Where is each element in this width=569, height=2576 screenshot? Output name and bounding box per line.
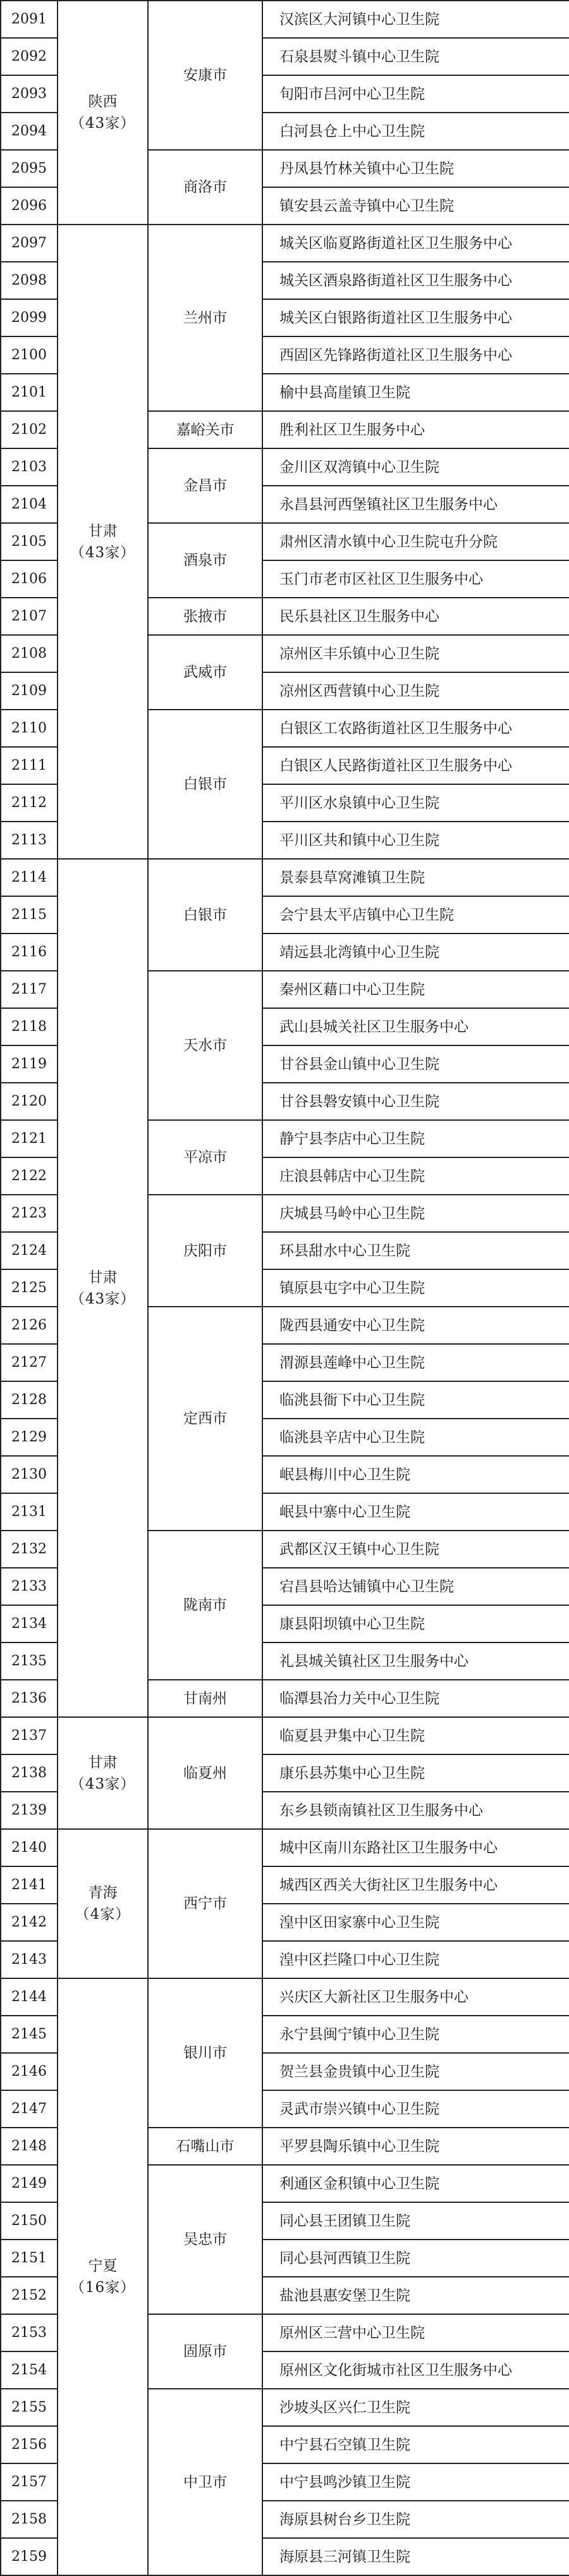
row-number: 2145 [1, 2016, 58, 2053]
institution-name: 秦州区藉口中心卫生院 [262, 971, 569, 1008]
row-number: 2122 [1, 1157, 58, 1195]
institution-name: 海原县树台乡卫生院 [262, 2501, 569, 2538]
institution-name: 甘谷县磐安镇中心卫生院 [262, 1083, 569, 1120]
city-cell: 定西市 [148, 1307, 262, 1531]
institution-name: 临潭县冶力关中心卫生院 [262, 1680, 569, 1717]
institution-name: 康乐县苏集中心卫生院 [262, 1754, 569, 1792]
institution-name: 岷县中寨中心卫生院 [262, 1493, 569, 1531]
province-count: （43家） [70, 115, 136, 132]
row-number: 2130 [1, 1456, 58, 1493]
province-count: （4家） [75, 1906, 131, 1923]
row-number: 2133 [1, 1568, 58, 1605]
institution-name: 白河县仓上中心卫生院 [262, 113, 569, 150]
row-number: 2116 [1, 934, 58, 971]
institution-name: 西固区先锋路街道社区卫生服务中心 [262, 336, 569, 374]
province-name: 陕西 [88, 94, 118, 110]
province-cell [58, 1717, 148, 1829]
row-number: 2115 [1, 896, 58, 934]
institution-name: 礼县城关镇社区卫生服务中心 [262, 1642, 569, 1680]
row-number: 2119 [1, 1045, 58, 1083]
institution-name: 环县甜水中心卫生院 [262, 1232, 569, 1269]
institution-name: 原州区文化街城市社区卫生服务中心 [262, 2351, 569, 2389]
province-cell [58, 1, 148, 225]
institution-name: 临洮县辛店中心卫生院 [262, 1419, 569, 1456]
province-name: 甘肃 [88, 1754, 118, 1771]
row-number: 2105 [1, 523, 58, 560]
province-count: （16家） [70, 2279, 136, 2296]
city-cell: 中卫市 [148, 2389, 262, 2575]
row-number: 2097 [1, 225, 58, 262]
row-number: 2136 [1, 1680, 58, 1717]
row-number: 2112 [1, 784, 58, 822]
row-number: 2142 [1, 1904, 58, 1941]
table-row [1, 1717, 569, 1754]
row-number: 2135 [1, 1642, 58, 1680]
institution-name: 白银区工农路街道社区卫生服务中心 [262, 710, 569, 747]
row-number: 2152 [1, 2277, 58, 2314]
institution-name: 玉门市老市区社区卫生服务中心 [262, 560, 569, 598]
city-cell: 白银市 [148, 859, 262, 971]
institution-name: 中宁县鸣沙镇卫生院 [262, 2463, 569, 2501]
institution-name: 原州区三营中心卫生院 [262, 2314, 569, 2351]
row-number: 2126 [1, 1307, 58, 1344]
row-number: 2108 [1, 635, 58, 672]
row-number: 2109 [1, 672, 58, 710]
row-number: 2149 [1, 2165, 58, 2202]
city-cell: 甘南州 [148, 1680, 262, 1717]
row-number: 2091 [1, 1, 58, 38]
row-number: 2093 [1, 75, 58, 113]
institution-name: 庆城县马岭中心卫生院 [262, 1195, 569, 1232]
province-cell [58, 225, 148, 859]
city-cell: 陇南市 [148, 1531, 262, 1680]
institution-name: 甘谷县金山镇中心卫生院 [262, 1045, 569, 1083]
province-name: 甘肃 [88, 1269, 118, 1286]
row-number: 2131 [1, 1493, 58, 1531]
row-number: 2125 [1, 1269, 58, 1307]
institution-name: 宕昌县哈达铺镇中心卫生院 [262, 1568, 569, 1605]
row-number: 2100 [1, 336, 58, 374]
city-cell: 嘉峪关市 [148, 411, 262, 448]
row-number: 2107 [1, 598, 58, 635]
row-number: 2138 [1, 1754, 58, 1792]
institution-name: 丹凤县竹林关镇中心卫生院 [262, 150, 569, 187]
institution-name: 康县阳坝镇中心卫生院 [262, 1605, 569, 1642]
row-number: 2101 [1, 374, 58, 411]
institution-name: 靖远县北湾镇中心卫生院 [262, 934, 569, 971]
institution-name: 城中区南川东路社区卫生服务中心 [262, 1829, 569, 1866]
row-number: 2117 [1, 971, 58, 1008]
table-row [1, 1829, 569, 1866]
institution-name: 同心县河西镇卫生院 [262, 2240, 569, 2277]
city-cell: 吴忠市 [148, 2165, 262, 2314]
table-row [1, 1, 569, 38]
row-number: 2124 [1, 1232, 58, 1269]
row-number: 2096 [1, 187, 58, 225]
institution-name: 城关区临夏路街道社区卫生服务中心 [262, 225, 569, 262]
city-cell: 商洛市 [148, 150, 262, 225]
institution-name: 榆中县高崖镇卫生院 [262, 374, 569, 411]
institution-name: 凉州区丰乐镇中心卫生院 [262, 635, 569, 672]
institution-name: 庄浪县韩店中心卫生院 [262, 1157, 569, 1195]
institution-name: 中宁县石空镇卫生院 [262, 2426, 569, 2463]
city-cell: 兰州市 [148, 225, 262, 411]
row-number: 2092 [1, 38, 58, 75]
row-number: 2147 [1, 2090, 58, 2128]
province-name: 青海 [88, 1885, 118, 1901]
row-number: 2153 [1, 2314, 58, 2351]
institution-name: 城关区酒泉路街道社区卫生服务中心 [262, 262, 569, 299]
institution-name: 城西区西关大街社区卫生服务中心 [262, 1866, 569, 1904]
city-cell: 固原市 [148, 2314, 262, 2389]
row-number: 2140 [1, 1829, 58, 1866]
row-number: 2151 [1, 2240, 58, 2277]
institution-name: 临夏县尹集中心卫生院 [262, 1717, 569, 1754]
institution-name: 肃州区清水镇中心卫生院屯升分院 [262, 523, 569, 560]
row-number: 2155 [1, 2389, 58, 2426]
province-cell [58, 859, 148, 1717]
institution-name: 城关区白银路街道社区卫生服务中心 [262, 299, 569, 336]
row-number: 2139 [1, 1792, 58, 1829]
city-cell: 天水市 [148, 971, 262, 1120]
institution-name: 盐池县惠安堡卫生院 [262, 2277, 569, 2314]
institution-name: 静宁县李店中心卫生院 [262, 1120, 569, 1157]
row-number: 2102 [1, 411, 58, 448]
institution-name: 平川区共和镇中心卫生院 [262, 822, 569, 859]
row-number: 2150 [1, 2202, 58, 2240]
institution-name: 镇原县屯字中心卫生院 [262, 1269, 569, 1307]
city-cell: 白银市 [148, 710, 262, 859]
province-cell [58, 1829, 148, 1978]
province-count: （43家） [70, 1290, 136, 1307]
province-count: （43家） [70, 1775, 136, 1792]
province-name: 宁夏 [88, 2258, 118, 2274]
institution-name: 平罗县陶乐镇中心卫生院 [262, 2128, 569, 2165]
city-cell: 银川市 [148, 1978, 262, 2128]
row-number: 2106 [1, 560, 58, 598]
row-number: 2148 [1, 2128, 58, 2165]
institution-name: 凉州区西营镇中心卫生院 [262, 672, 569, 710]
city-cell: 庆阳市 [148, 1195, 262, 1307]
row-number: 2156 [1, 2426, 58, 2463]
row-number: 2103 [1, 448, 58, 486]
institution-name: 武都区汉王镇中心卫生院 [262, 1531, 569, 1568]
institution-name: 会宁县太平店镇中心卫生院 [262, 896, 569, 934]
institution-name: 石泉县熨斗镇中心卫生院 [262, 38, 569, 75]
row-number: 2132 [1, 1531, 58, 1568]
province-name: 甘肃 [88, 522, 118, 539]
row-number: 2120 [1, 1083, 58, 1120]
institution-name: 利通区金积镇中心卫生院 [262, 2165, 569, 2202]
institution-name: 白银区人民路街道社区卫生服务中心 [262, 747, 569, 784]
city-cell: 酒泉市 [148, 523, 262, 598]
institution-name: 湟中区拦隆口中心卫生院 [262, 1941, 569, 1978]
institution-name: 汉滨区大河镇中心卫生院 [262, 1, 569, 38]
institution-name: 海原县三河镇卫生院 [262, 2538, 569, 2575]
institution-name: 武山县城关社区卫生服务中心 [262, 1008, 569, 1045]
row-number: 2143 [1, 1941, 58, 1978]
institution-name: 旬阳市吕河中心卫生院 [262, 75, 569, 113]
institution-name: 民乐县社区卫生服务中心 [262, 598, 569, 635]
table-row [1, 225, 569, 262]
row-number: 2111 [1, 747, 58, 784]
row-number: 2127 [1, 1344, 58, 1381]
province-cell [58, 1978, 148, 2575]
table-row [1, 859, 569, 896]
row-number: 2099 [1, 299, 58, 336]
row-number: 2141 [1, 1866, 58, 1904]
institution-name: 平川区水泉镇中心卫生院 [262, 784, 569, 822]
institution-name: 景泰县草窝滩镇卫生院 [262, 859, 569, 896]
city-cell: 西宁市 [148, 1829, 262, 1978]
city-cell: 临夏州 [148, 1717, 262, 1829]
institution-name: 灵武市崇兴镇中心卫生院 [262, 2090, 569, 2128]
row-number: 2134 [1, 1605, 58, 1642]
row-number: 2146 [1, 2053, 58, 2090]
institution-name: 陇西县通安中心卫生院 [262, 1307, 569, 1344]
institution-name: 贺兰县金贵镇中心卫生院 [262, 2053, 569, 2090]
institution-name: 兴庆区大新社区卫生服务中心 [262, 1978, 569, 2016]
institution-name: 湟中区田家寨中心卫生院 [262, 1904, 569, 1941]
city-cell: 平凉市 [148, 1120, 262, 1195]
row-number: 2123 [1, 1195, 58, 1232]
row-number: 2157 [1, 2463, 58, 2501]
city-cell: 武威市 [148, 635, 262, 710]
institution-name: 沙坡头区兴仁卫生院 [262, 2389, 569, 2426]
institution-name: 永昌县河西堡镇社区卫生服务中心 [262, 486, 569, 523]
row-number: 2137 [1, 1717, 58, 1754]
row-number: 2154 [1, 2351, 58, 2389]
row-number: 2121 [1, 1120, 58, 1157]
city-cell: 金昌市 [148, 448, 262, 523]
institution-name: 镇安县云盖寺镇中心卫生院 [262, 187, 569, 225]
row-number: 2114 [1, 859, 58, 896]
row-number: 2113 [1, 822, 58, 859]
row-number: 2095 [1, 150, 58, 187]
institution-name: 金川区双湾镇中心卫生院 [262, 448, 569, 486]
city-cell: 安康市 [148, 1, 262, 150]
row-number: 2104 [1, 486, 58, 523]
row-number: 2094 [1, 113, 58, 150]
institution-name: 岷县梅川中心卫生院 [262, 1456, 569, 1493]
row-number: 2098 [1, 262, 58, 299]
row-number: 2129 [1, 1419, 58, 1456]
row-number: 2144 [1, 1978, 58, 2016]
row-number: 2128 [1, 1381, 58, 1419]
city-cell: 张掖市 [148, 598, 262, 635]
row-number: 2158 [1, 2501, 58, 2538]
row-number: 2118 [1, 1008, 58, 1045]
row-number: 2159 [1, 2538, 58, 2575]
province-count: （43家） [70, 544, 136, 561]
institution-name: 渭源县莲峰中心卫生院 [262, 1344, 569, 1381]
table-body [1, 1, 569, 2575]
institution-name: 临洮县衙下中心卫生院 [262, 1381, 569, 1419]
row-number: 2110 [1, 710, 58, 747]
city-cell: 石嘴山市 [148, 2128, 262, 2165]
institution-name: 东乡县锁南镇社区卫生服务中心 [262, 1792, 569, 1829]
institution-name: 同心县王团镇卫生院 [262, 2202, 569, 2240]
institution-name: 永宁县闽宁镇中心卫生院 [262, 2016, 569, 2053]
institution-name: 胜利社区卫生服务中心 [262, 411, 569, 448]
table-row [1, 1978, 569, 2016]
